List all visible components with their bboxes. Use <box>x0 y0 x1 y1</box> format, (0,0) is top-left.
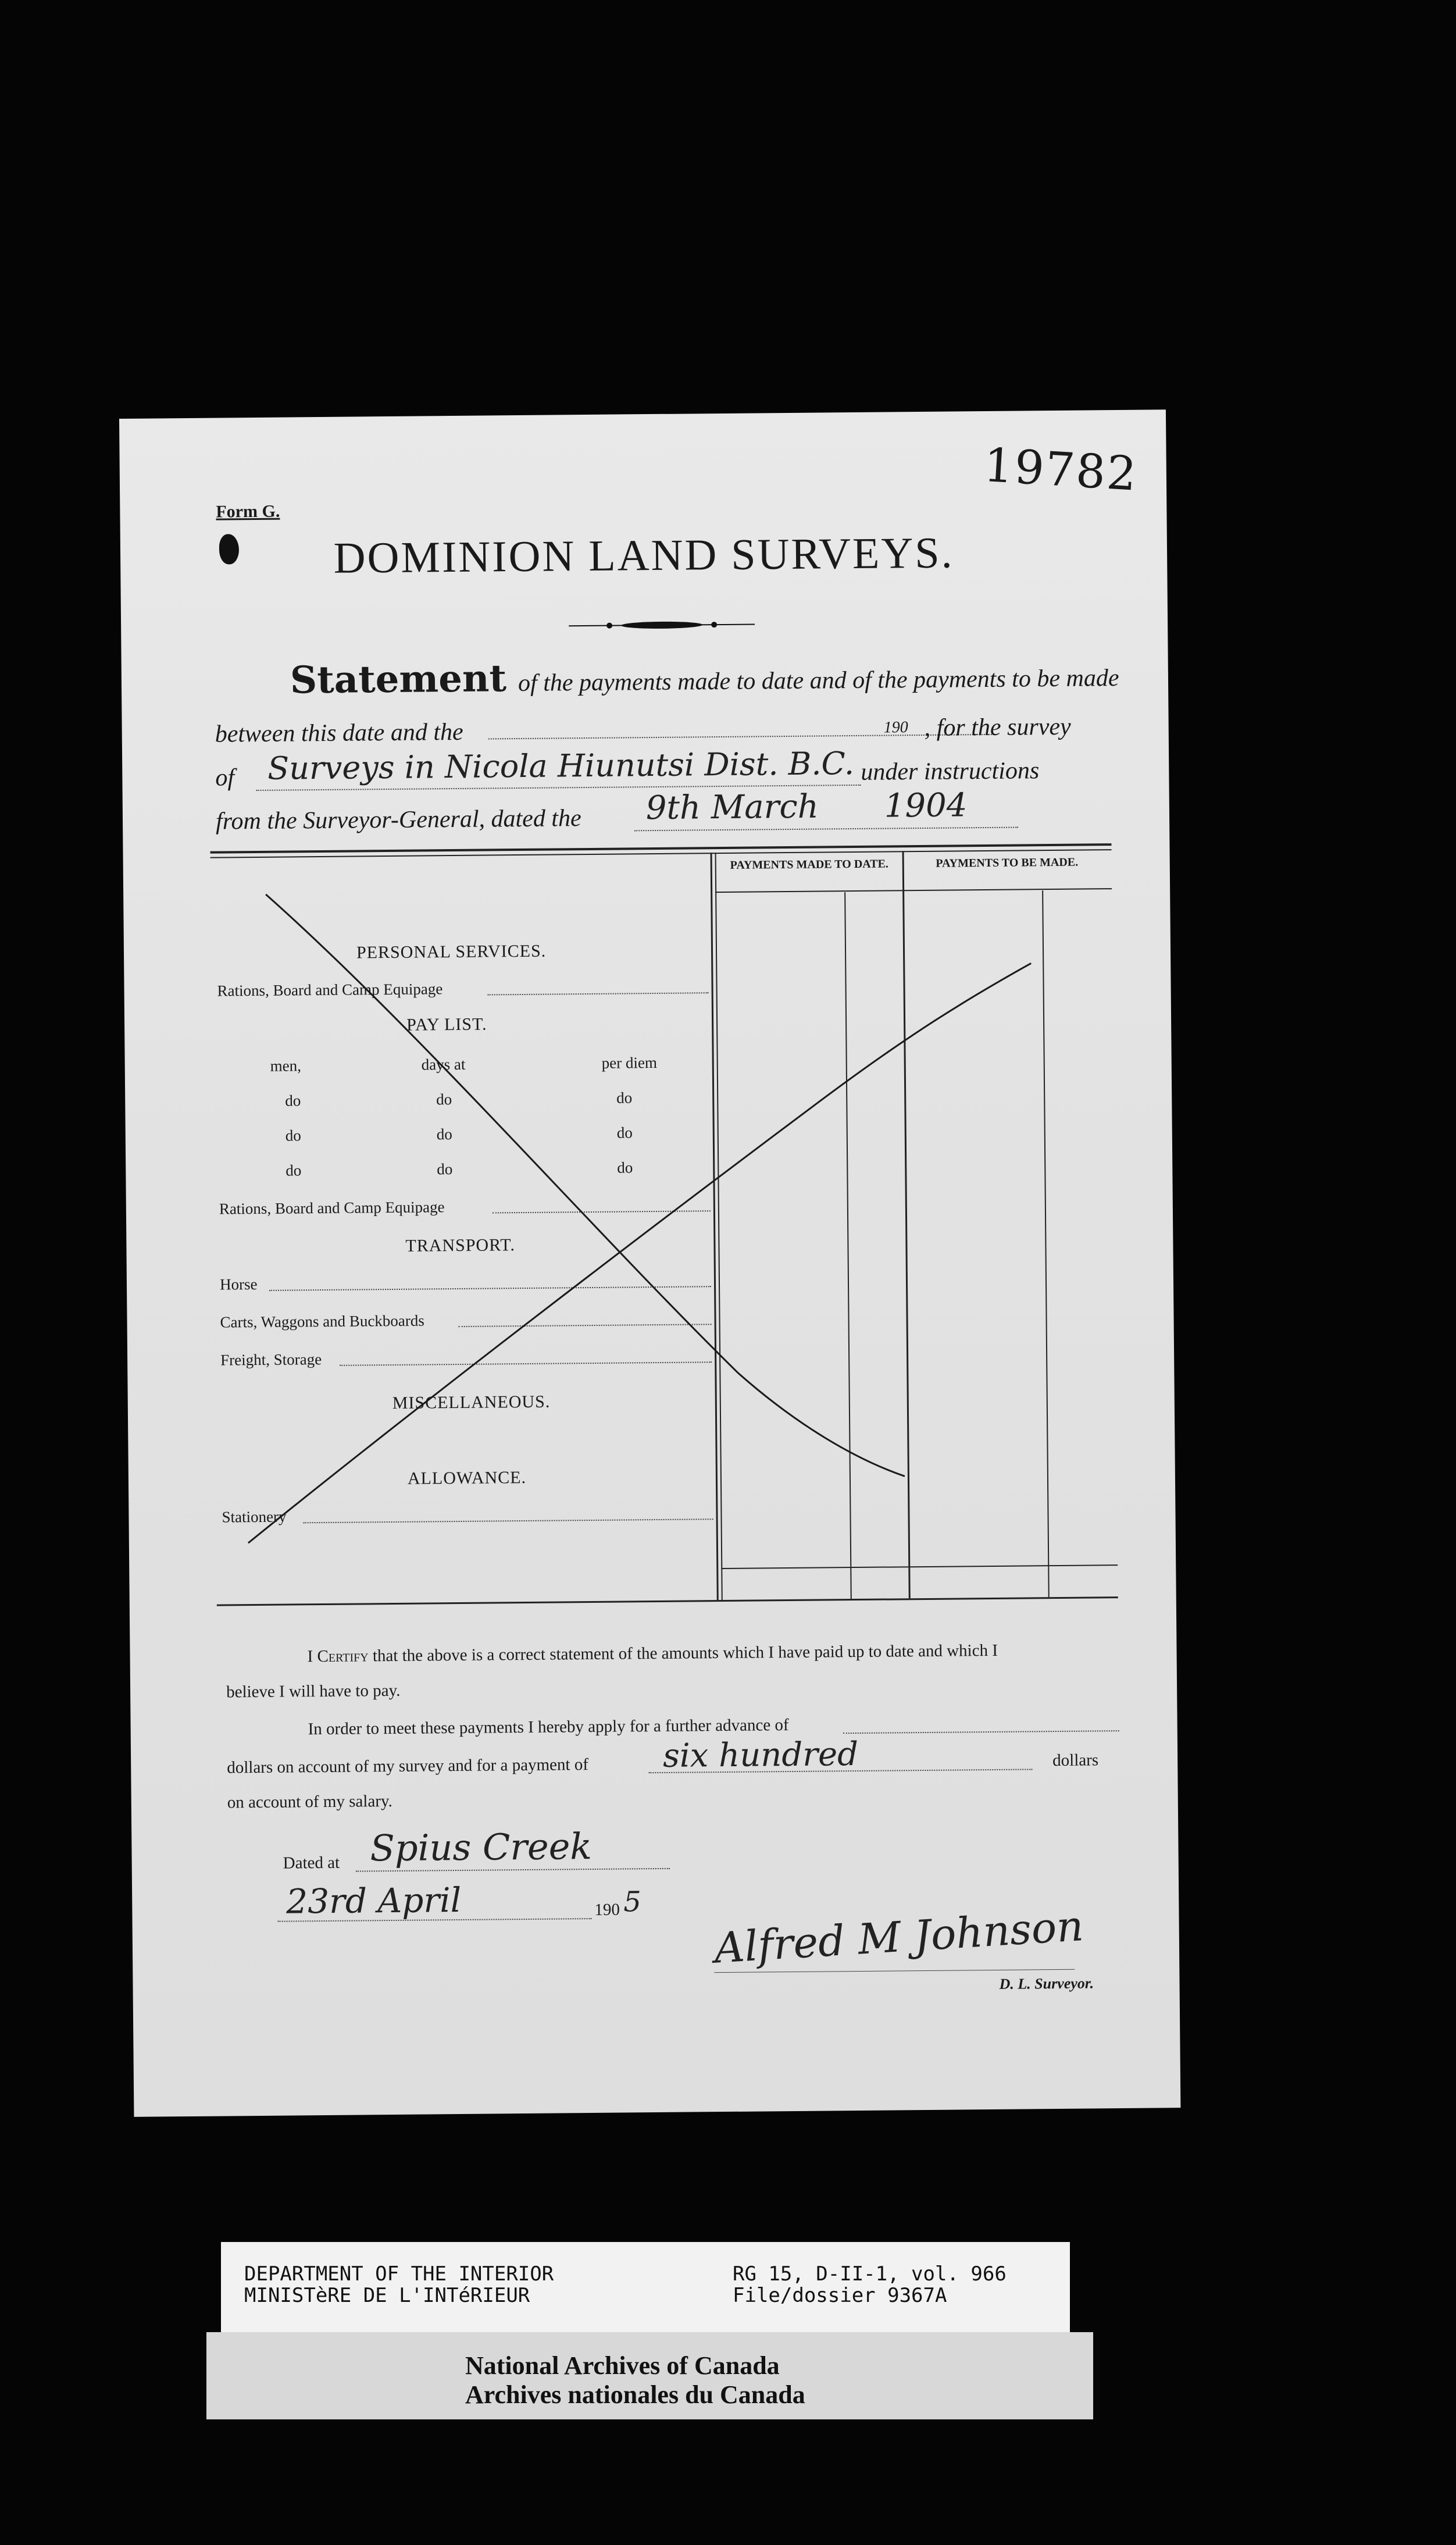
row-rations-2: Rations, Board and Camp Equipage <box>219 1198 445 1218</box>
advance-amount-line <box>843 1730 1119 1734</box>
row-do-3c: do <box>617 1159 633 1177</box>
page-title: DOMINION LAND SURVEYS. <box>333 528 954 583</box>
payment-line: dollars on account of my survey and for a payment of <box>227 1755 589 1777</box>
certify-text-1: that the above is a correct statement of the amounts which I have paid up to date and which I <box>372 1641 998 1666</box>
statement-intro-1: of the payments made to date and of the payments to be made <box>518 665 1119 697</box>
instructions-year: 1904 <box>884 786 968 825</box>
surveyor-signature: Alfred M Johnson <box>712 1901 1085 1973</box>
row-do-2a: do <box>285 1127 301 1145</box>
instructions-date: 9th March <box>645 787 819 828</box>
section-pay-list: PAY LIST. <box>406 1014 487 1035</box>
row-days-at: days at <box>421 1055 466 1074</box>
row-do-1a: do <box>285 1092 301 1110</box>
survey-of-handwriting: Surveys in Nicola Hiunutsi Dist. B.C. <box>267 744 855 787</box>
file-dossier-ref: File/dossier 9367A <box>733 2284 947 2307</box>
row-per-diem: per diem <box>601 1053 658 1072</box>
from-surveyor-general-text: from the Surveyor-General, dated the <box>215 805 581 835</box>
salary-line: on account of my salary. <box>227 1791 392 1812</box>
year-prefix-190: 190 <box>883 718 908 737</box>
header-payments-to-be-made: PAYMENTS TO BE MADE. <box>936 856 1079 870</box>
dept-english: DEPARTMENT OF THE INTERIOR <box>244 2262 554 2286</box>
of-text: of <box>215 764 235 792</box>
row-do-3a: do <box>286 1161 302 1179</box>
header-payments-made: PAYMENTS MADE TO DATE. <box>730 857 888 872</box>
dept-french: MINISTèRE DE L'INTéRIEUR <box>244 2284 530 2307</box>
row-men: men, <box>270 1057 302 1075</box>
row-do-2c: do <box>616 1124 633 1142</box>
section-allowance: ALLOWANCE. <box>407 1467 527 1488</box>
document-page <box>119 409 1180 2117</box>
between-text: between this date and the <box>215 718 463 748</box>
row-do-1c: do <box>616 1089 633 1107</box>
section-miscellaneous: MISCELLANEOUS. <box>392 1392 551 1413</box>
certify-line-2: believe I will have to pay. <box>226 1681 401 1702</box>
certify-i: I <box>307 1647 313 1666</box>
row-do-2b: do <box>436 1125 452 1143</box>
file-number: 19782 <box>982 437 1139 501</box>
for-the-survey-text: , for the survey <box>924 713 1071 742</box>
row-do-3b: do <box>437 1160 453 1178</box>
section-personal-services: PERSONAL SERVICES. <box>356 941 547 963</box>
record-group-ref: RG 15, D-II-1, vol. 966 <box>733 2262 1007 2286</box>
archive-name-english: National Archives of Canada <box>465 2351 780 2380</box>
statement-word: Statement <box>290 657 507 703</box>
dated-place: Spius Creek <box>370 1825 593 1870</box>
form-label: Form G. <box>216 501 280 522</box>
dated-year-suffix: 5 <box>623 1885 642 1919</box>
row-freight: Freight, Storage <box>220 1350 322 1369</box>
section-transport: TRANSPORT. <box>405 1235 516 1256</box>
row-carts: Carts, Waggons and Buckboards <box>220 1311 424 1331</box>
archive-name-label <box>206 2332 1093 2419</box>
certify-word: Certify <box>317 1646 369 1666</box>
surveyor-designation: D. L. Surveyor. <box>999 1974 1094 1992</box>
dated-at-label: Dated at <box>283 1853 340 1873</box>
payment-dollars-label: dollars <box>1052 1751 1099 1770</box>
row-do-1b: do <box>436 1090 452 1108</box>
cancellation-x-strokes <box>119 409 1176 1640</box>
dated-year-prefix: 190 <box>594 1900 620 1919</box>
row-horse: Horse <box>219 1275 258 1293</box>
advance-line: In order to meet these payments I hereby apply for a further advance of <box>308 1716 789 1739</box>
archive-name-french: Archives nationales du Canada <box>465 2380 805 2409</box>
under-instructions-text: under instructions <box>861 757 1040 786</box>
certify-line-1 <box>307 1641 998 1666</box>
archive-reference-label <box>221 2242 1070 2332</box>
dated-day-month: 23rd April <box>286 1880 462 1922</box>
signature-line <box>714 1969 1075 1973</box>
payment-amount: six hundred <box>662 1735 859 1775</box>
row-rations-1: Rations, Board and Camp Equipage <box>217 980 443 1000</box>
row-stationery: Stationery <box>222 1507 287 1526</box>
